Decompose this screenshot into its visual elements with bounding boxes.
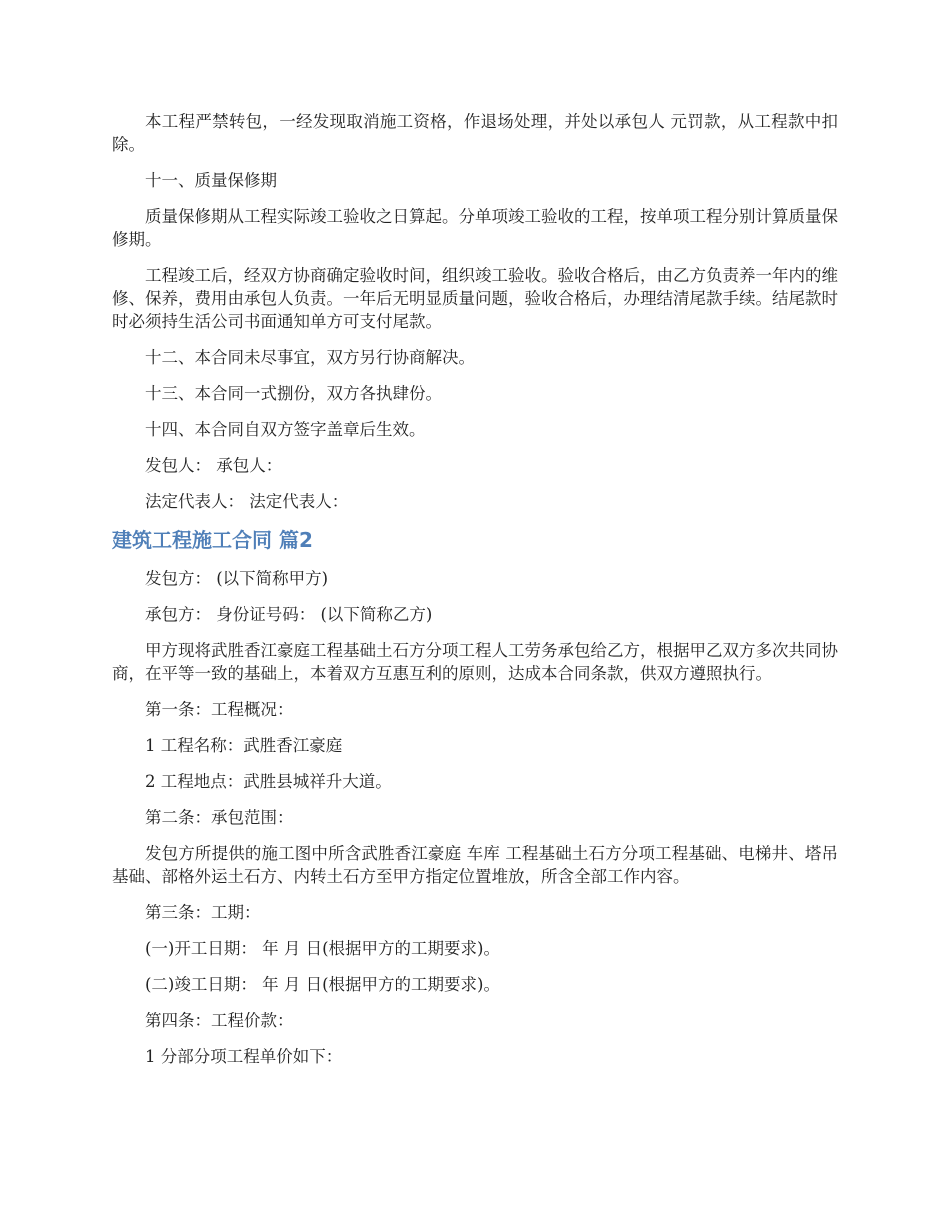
- paragraph-warranty-start: 质量保修期从工程实际竣工验收之日算起。分单项竣工验收的工程，按单项工程分别计算质量保修期。: [112, 207, 838, 249]
- paragraph-completion-acceptance: 工程竣工后，经双方协商确定验收时间，组织竣工验收。验收合格后，由乙方负责养一年内的维修、保养，费用由承包人负责。一年后无明显质量问题，验收合格后，办理结清尾款手续。结尾款时时必须持生活公司书面通知单方可支付尾款。: [112, 266, 838, 331]
- paragraph-scope-detail: 发包方所提供的施工图中所含武胜香江豪庭 车库 工程基础土石方分项工程基础、电梯井、塔吊基础、部格外运土石方、内转土石方至甲方指定位置堆放，所含全部工作内容。: [112, 844, 838, 886]
- paragraph-completion-date: (二)竣工日期： 年 月 日(根据甲方的工期要求)。: [145, 975, 500, 994]
- section-heading: 建筑工程施工合同 篇2: [112, 528, 313, 552]
- paragraph-unit-prices: 1 分部分项工程单价如下：: [145, 1047, 343, 1066]
- paragraph-contractor: 承包方： 身份证号码： (以下简称乙方): [145, 605, 433, 624]
- clause-effective: 十四、本合同自双方签字盖章后生效。: [145, 420, 426, 439]
- paragraph-project-location: 2 工程地点：武胜县城祥升大道。: [145, 772, 392, 791]
- clause-heading-project-overview: 第一条：工程概况：: [145, 700, 294, 719]
- paragraph-start-date: (一)开工日期： 年 月 日(根据甲方的工期要求)。: [145, 939, 500, 958]
- paragraph-employer: 发包方： (以下简称甲方): [145, 569, 329, 588]
- signature-parties: 发包人： 承包人：: [145, 456, 283, 475]
- clause-heading-price: 第四条：工程价款：: [145, 1011, 294, 1030]
- paragraph-agreement-intro: 甲方现将武胜香江豪庭工程基础土石方分项工程人工劳务承包给乙方，根据甲乙双方多次共同协商，在平等一致的基础上，本着双方互惠互利的原则，达成本合同条款，供双方遵照执行。: [112, 641, 838, 683]
- signature-legal-representatives: 法定代表人： 法定代表人：: [145, 492, 349, 511]
- document-body: [112, 110, 838, 1081]
- clause-heading-scope: 第二条：承包范围：: [145, 808, 294, 827]
- clause-unresolved-matters: 十二、本合同未尽事宜，双方另行协商解决。: [145, 348, 475, 367]
- paragraph-project-name: 1 工程名称：武胜香江豪庭: [145, 736, 343, 755]
- paragraph-subcontract-ban: 本工程严禁转包，一经发现取消施工资格，作退场处理，并处以承包人 元罚款，从工程款中扣除。: [112, 112, 838, 154]
- clause-heading-warranty: 十一、质量保修期: [145, 171, 277, 190]
- clause-copies: 十三、本合同一式捌份，双方各执肆份。: [145, 384, 442, 403]
- clause-heading-schedule: 第三条：工期：: [145, 903, 261, 922]
